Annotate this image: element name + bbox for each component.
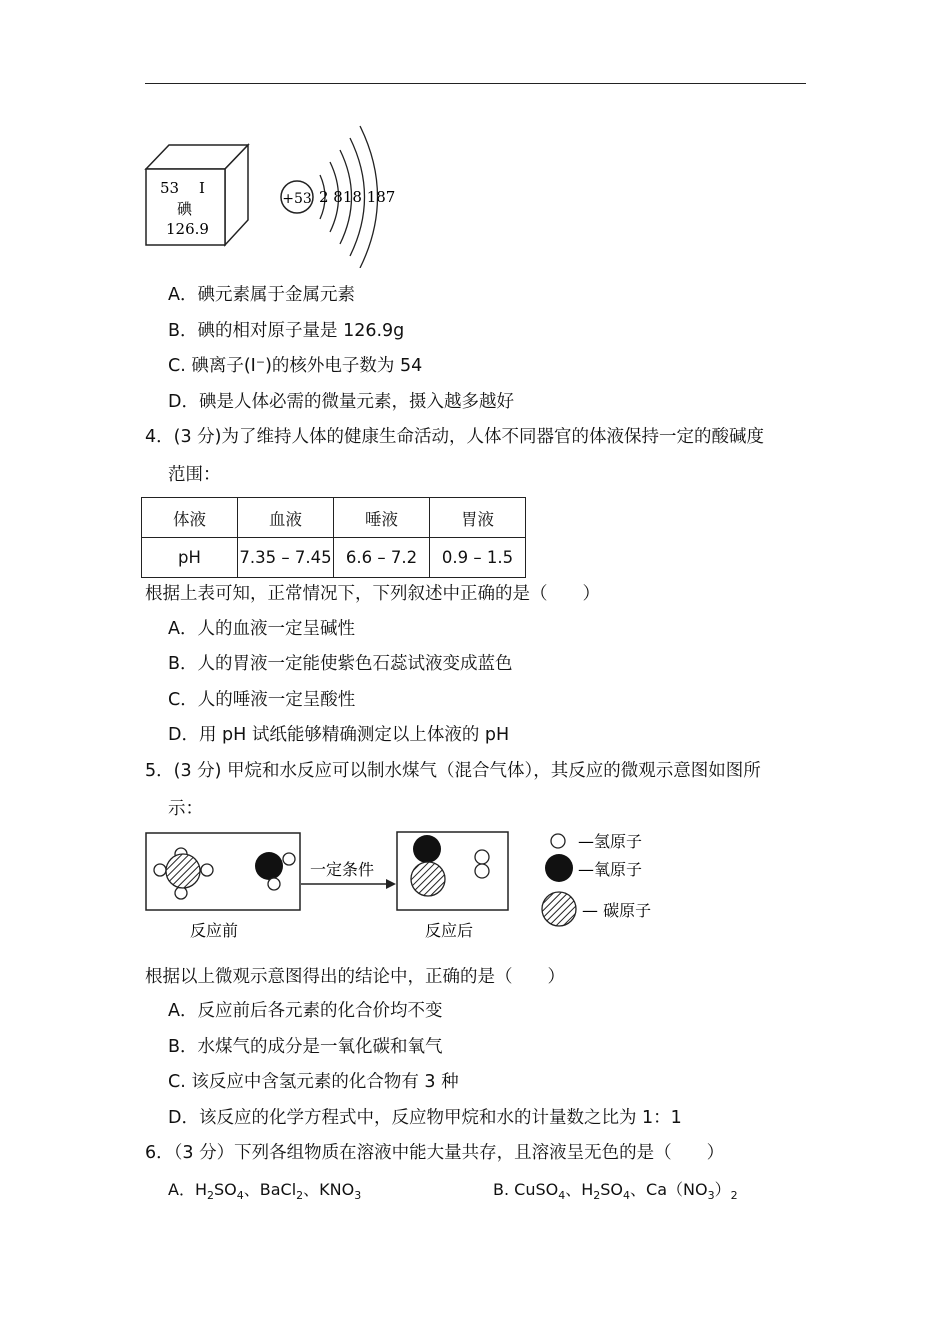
element-number: 53 bbox=[160, 179, 180, 197]
q5-option-c: C. 该反应中含氢元素的化合物有 3 种 bbox=[168, 1072, 459, 1092]
element-card bbox=[140, 140, 255, 250]
q5-stem-line2: 示： bbox=[168, 799, 203, 819]
carbon-atom bbox=[166, 854, 200, 888]
legend-carbon-icon bbox=[542, 892, 576, 926]
table-cell: 6.6 – 7.2 bbox=[334, 538, 430, 578]
q6-option-a: A．$H_2SO_4$、BaCl$_2$、$KNO_3$ bbox=[168, 1180, 362, 1203]
q6-option-b: B. CuSO$_4$、$H_2SO_4$、$Ca(NO_3)_2$ bbox=[493, 1180, 738, 1203]
q4-option-b: B．人的胃液一定能使紫色石蕊试液变成蓝色 bbox=[168, 654, 513, 674]
q5-option-a: A．反应前后各元素的化合价均不变 bbox=[168, 1001, 443, 1021]
header-rule bbox=[145, 83, 806, 84]
electron-shells: 2 818 187 bbox=[319, 188, 396, 206]
element-mass: 126.9 bbox=[166, 220, 209, 238]
q4-option-a: A．人的血液一定呈碱性 bbox=[168, 619, 355, 639]
hydrogen-atom bbox=[283, 853, 295, 865]
table-cell: pH bbox=[142, 538, 238, 578]
q3-option-b: B．碘的相对原子量是 126.9g bbox=[168, 321, 405, 341]
oxygen-atom bbox=[255, 852, 283, 880]
table-header: 血液 bbox=[238, 498, 334, 538]
q4-question: 根据上表可知，正常情况下，下列叙述中正确的是（ ） bbox=[145, 584, 600, 604]
reaction-condition: 一定条件 bbox=[310, 860, 375, 879]
table-cell: 0.9 – 1.5 bbox=[430, 538, 526, 578]
ph-table bbox=[141, 497, 526, 578]
table-row bbox=[142, 538, 526, 578]
oxygen-atom bbox=[413, 835, 441, 863]
q3-option-d: D．碘是人体必需的微量元素，摄入越多越好 bbox=[168, 392, 514, 412]
hydrogen-atom bbox=[475, 850, 489, 864]
q5-option-d: D．该反应的化学方程式中，反应物甲烷和水的计量数之比为 1：1 bbox=[168, 1108, 682, 1128]
q4-stem-line1: 4．(3 分)为了维持人体的健康生命活动，人体不同器官的体液保持一定的酸碱度 bbox=[145, 427, 764, 447]
nucleus-charge: +53 bbox=[282, 191, 312, 207]
table-header: 体液 bbox=[142, 498, 238, 538]
legend-carbon: — 碳原子 bbox=[582, 901, 652, 920]
legend-oxygen: —氧原子 bbox=[578, 860, 643, 879]
q4-option-c: C．人的唾液一定呈酸性 bbox=[168, 690, 356, 710]
table-row bbox=[142, 498, 526, 538]
before-label: 反应前 bbox=[190, 921, 239, 940]
q3-option-c: C. 碘离子(I⁻)的核外电子数为 54 bbox=[168, 356, 423, 376]
q4-option-d: D．用 pH 试纸能够精确测定以上体液的 pH bbox=[168, 725, 510, 745]
hydrogen-atom bbox=[175, 887, 187, 899]
hydrogen-atom bbox=[201, 864, 213, 876]
q6-stem: 6．（3 分）下列各组物质在溶液中能大量共存，且溶液呈无色的是（ ） bbox=[145, 1143, 725, 1163]
legend-hydrogen: —氢原子 bbox=[578, 832, 643, 851]
hydrogen-atom bbox=[268, 878, 280, 890]
carbon-atom bbox=[411, 862, 445, 896]
q5-question: 根据以上微观示意图得出的结论中，正确的是（ ） bbox=[145, 967, 565, 987]
legend-hydrogen-icon bbox=[551, 834, 565, 848]
q4-stem-line2: 范围： bbox=[168, 465, 221, 485]
element-symbol: I bbox=[199, 179, 205, 197]
table-header: 唾液 bbox=[334, 498, 430, 538]
q3-option-a: A．碘元素属于金属元素 bbox=[168, 285, 355, 305]
table-cell: 7.35 – 7.45 bbox=[238, 538, 334, 578]
atom-structure-diagram bbox=[275, 118, 405, 268]
legend-oxygen-icon bbox=[545, 854, 573, 882]
element-name: 碘 bbox=[177, 200, 193, 218]
q5-option-b: B．水煤气的成分是一氧化碳和氧气 bbox=[168, 1037, 443, 1057]
hydrogen-atom bbox=[154, 864, 166, 876]
hydrogen-atom bbox=[475, 864, 489, 878]
reaction-diagram bbox=[140, 825, 680, 945]
table-header: 胃液 bbox=[430, 498, 526, 538]
after-label: 反应后 bbox=[425, 921, 474, 940]
q5-stem-line1: 5．(3 分) 甲烷和水反应可以制水煤气（混合气体），其反应的微观示意图如图所 bbox=[145, 761, 761, 781]
